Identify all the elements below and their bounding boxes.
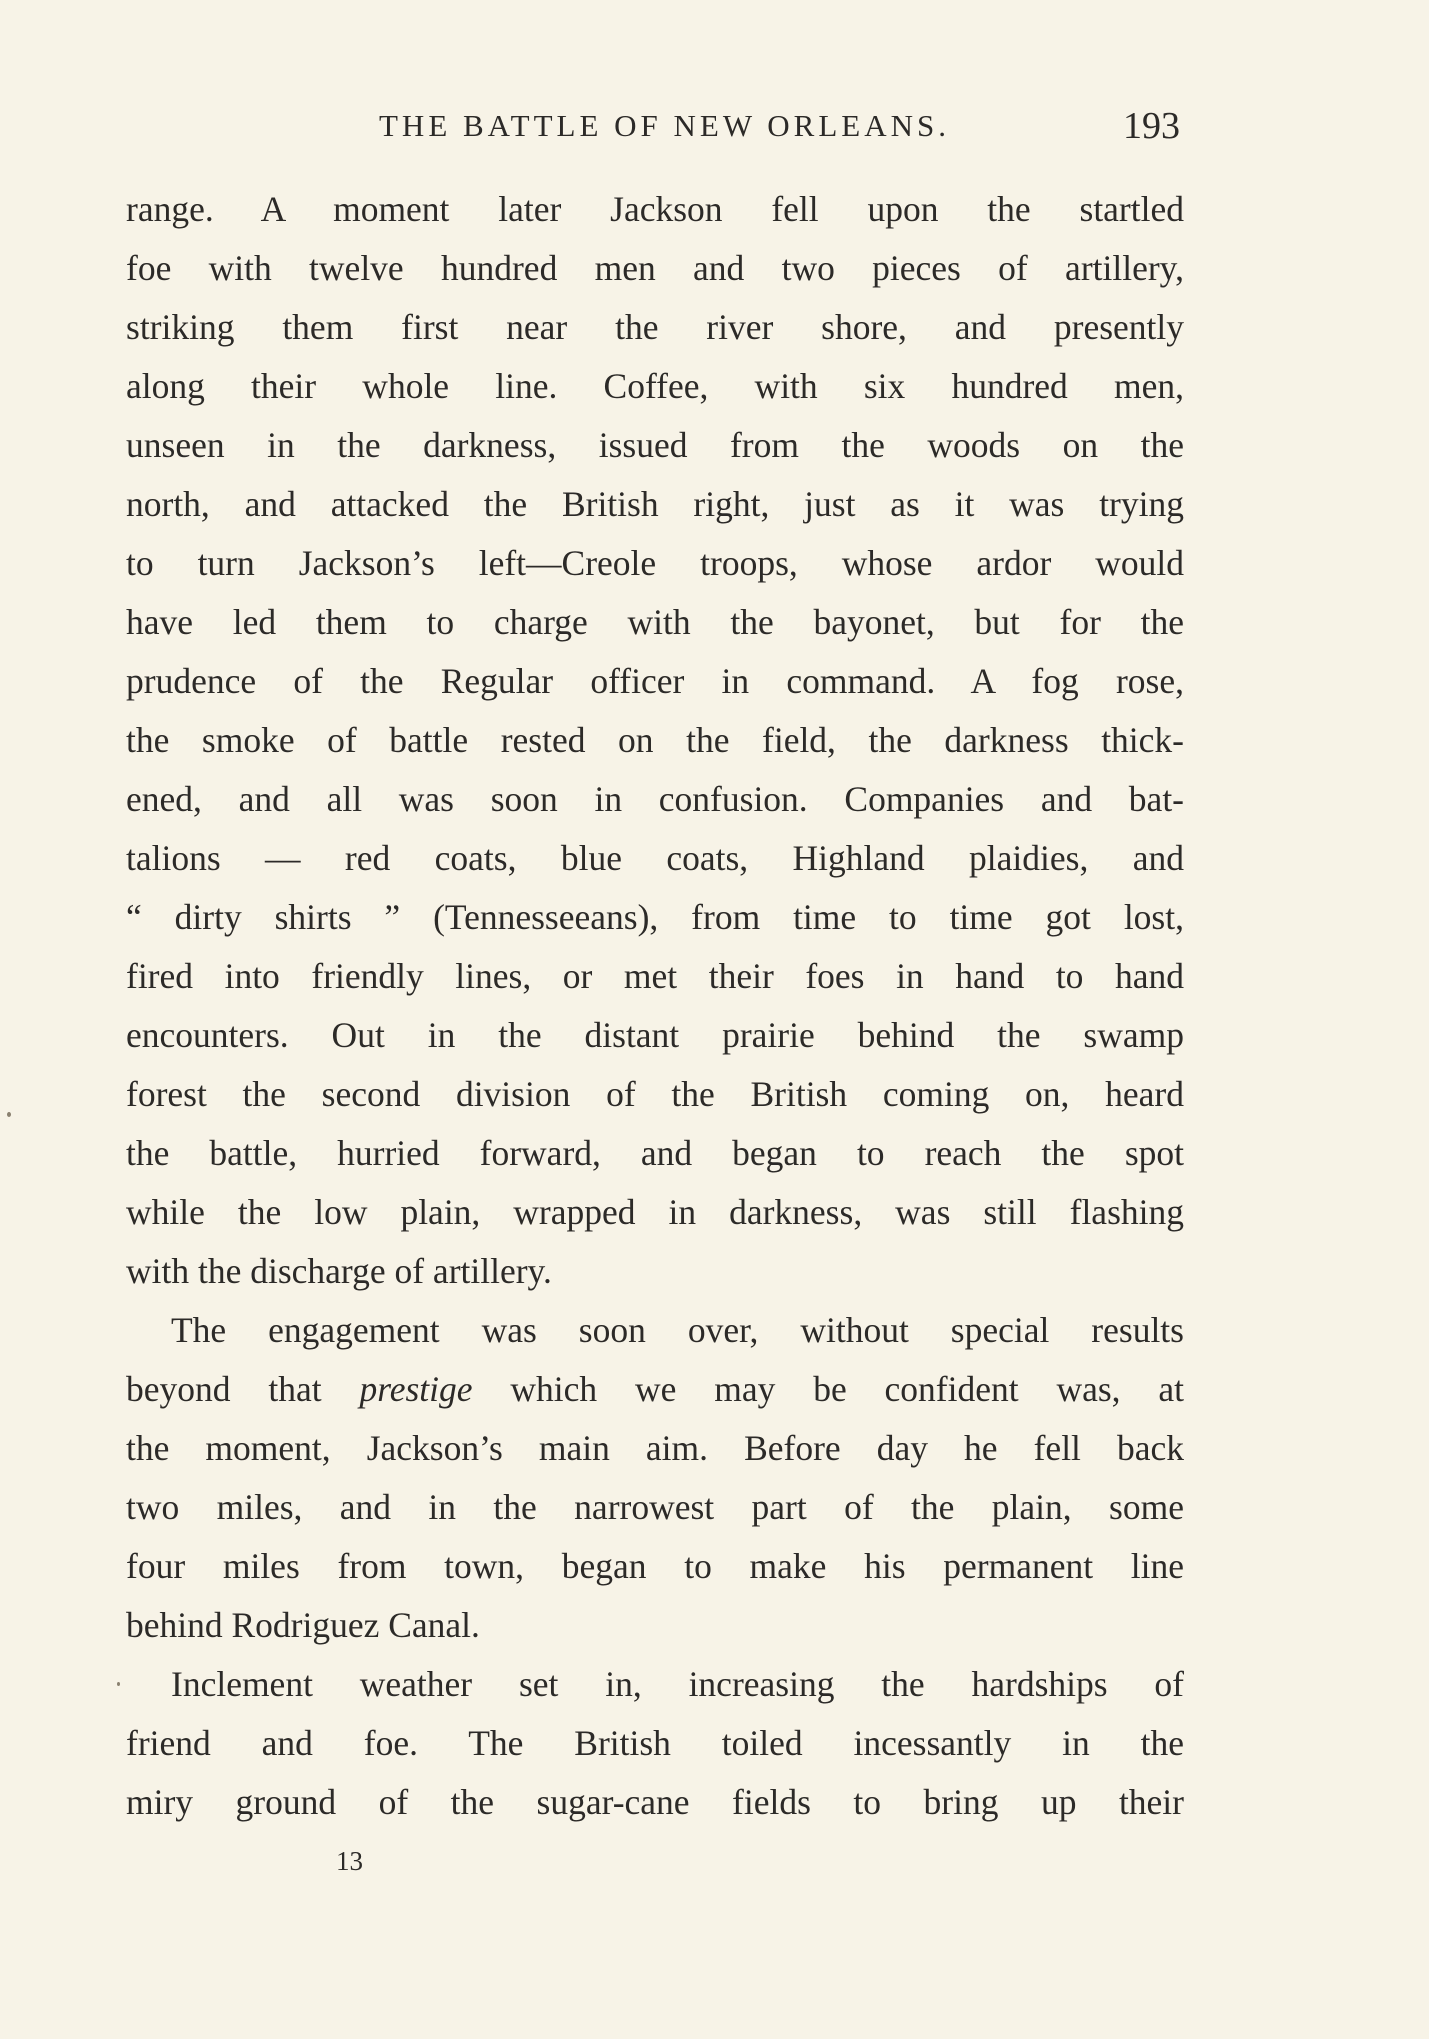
text-line: foe with twelve hundred men and two pieces of artillery, [126, 248, 1184, 288]
speck [7, 1112, 11, 1117]
text-line: range. A moment later Jackson fell upon the startled [126, 189, 1184, 229]
text-line: forest the second division of the British coming on, heard [126, 1074, 1184, 1114]
page-number: 193 [1123, 105, 1180, 147]
text-line: the smoke of battle rested on the field, the darkness thick- [126, 720, 1184, 760]
text-line: friend and foe. The British toiled incessantly in the [126, 1723, 1184, 1763]
text-line: encounters. Out in the distant prairie behind the swamp [126, 1015, 1184, 1055]
text-line: miry ground of the sugar-cane fields to bring up their [126, 1782, 1184, 1822]
text-line: striking them first near the river shore, and presently [126, 307, 1184, 347]
text-line: four miles from town, began to make his permanent line [126, 1546, 1184, 1586]
text-line: the battle, hurried forward, and began to reach the spot [126, 1133, 1184, 1173]
text-line: while the low plain, wrapped in darkness, was still flashing [126, 1192, 1184, 1232]
running-head [126, 104, 1183, 148]
paragraph-first-line: Inclement weather set in, increasing the hardships of [171, 1664, 1184, 1704]
text-run: beyond that [126, 1369, 322, 1409]
italic-term: prestige [359, 1369, 473, 1409]
text-line: unseen in the darkness, issued from the woods on the [126, 425, 1184, 465]
signature-mark: 13 [336, 1846, 363, 1876]
text-line: prudence of the Regular officer in command. A fog rose, [126, 661, 1184, 701]
speck [117, 1682, 120, 1686]
text-line: talions — red coats, blue coats, Highland plaidies, and [126, 838, 1184, 878]
text-line: “ dirty shirts ” (Tennesseeans), from time to time got lost, [126, 897, 1184, 937]
running-title: THE BATTLE OF NEW ORLEANS. [379, 108, 950, 143]
text-line: two miles, and in the narrowest part of the plain, some [126, 1487, 1184, 1527]
text-line: have led them to charge with the bayonet, but for the [126, 602, 1184, 642]
text-line: with the discharge of artillery. [126, 1251, 552, 1291]
text-line: to turn Jackson’s left—Creole troops, whose ardor would [126, 543, 1184, 583]
body-text [126, 180, 1184, 1832]
text-line [126, 1360, 1184, 1419]
text-line: behind Rodriguez Canal. [126, 1605, 480, 1645]
text-line: along their whole line. Coffee, with six hundred men, [126, 366, 1184, 406]
text-line: fired into friendly lines, or met their foes in hand to hand [126, 956, 1184, 996]
text-line: the moment, Jackson’s main aim. Before day he fell back [126, 1428, 1184, 1468]
text-line: north, and attacked the British right, just as it was trying [126, 484, 1184, 524]
paragraph-first-line: The engagement was soon over, without special results [171, 1310, 1184, 1350]
text-run: which we may be confident was, at [510, 1369, 1185, 1409]
text-line: ened, and all was soon in confusion. Companies and bat- [126, 779, 1184, 819]
